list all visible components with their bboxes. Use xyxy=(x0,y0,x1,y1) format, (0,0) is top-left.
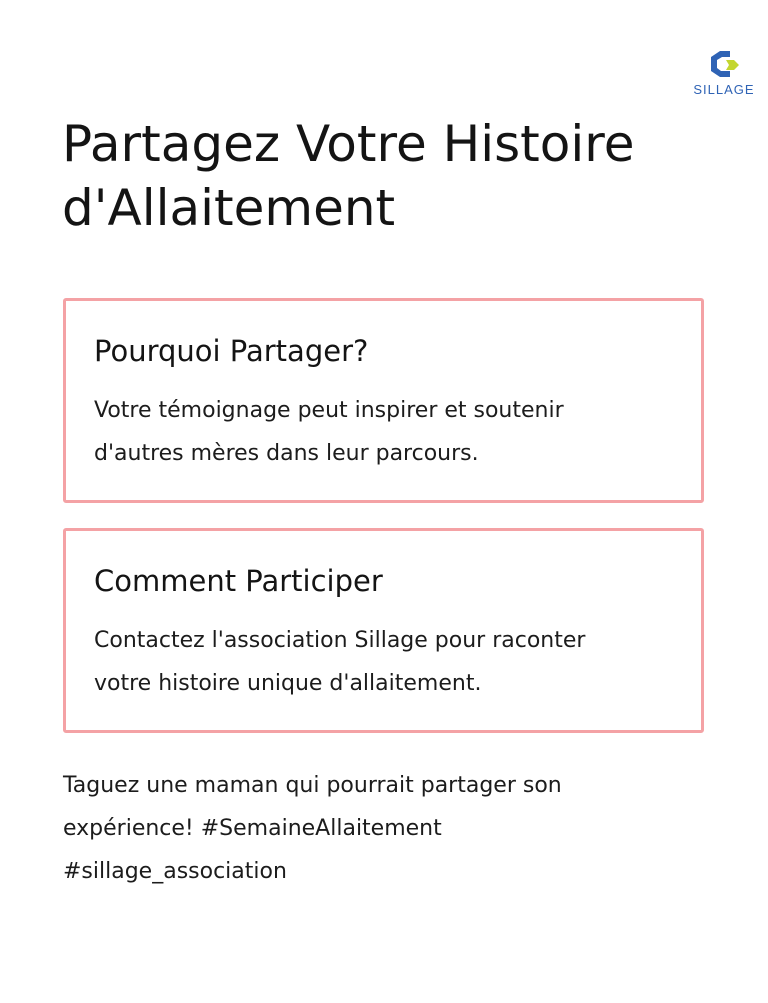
call-to-action-text xyxy=(63,764,683,893)
how-to-participate-text-line-1: Contactez l'association Sillage pour raconter xyxy=(94,628,586,653)
why-share-heading: Pourquoi Partager? xyxy=(94,334,369,368)
how-to-participate-card xyxy=(63,528,704,733)
why-share-card xyxy=(63,298,704,503)
why-share-text-line-1: Votre témoignage peut inspirer et soutenir xyxy=(94,398,564,423)
how-to-participate-heading: Comment Participer xyxy=(94,564,383,598)
how-to-participate-text xyxy=(94,619,654,705)
page-title xyxy=(62,112,722,240)
footer-line-1: Taguez une maman qui pourrait partager son xyxy=(63,773,562,798)
sillage-logo-icon xyxy=(707,48,741,82)
how-to-participate-text-line-2: votre histoire unique d'allaitement. xyxy=(94,671,482,696)
why-share-text xyxy=(94,389,654,475)
logo-text: SILLAGE xyxy=(693,82,755,97)
why-share-text-line-2: d'autres mères dans leur parcours. xyxy=(94,441,479,466)
title-line-1: Partagez Votre Histoire xyxy=(62,115,635,173)
footer-line-3: #sillage_association xyxy=(63,859,287,884)
title-line-2: d'Allaitement xyxy=(62,179,396,237)
footer-line-2: expérience! #SemaineAllaitement xyxy=(63,816,442,841)
sillage-logo xyxy=(692,46,756,102)
